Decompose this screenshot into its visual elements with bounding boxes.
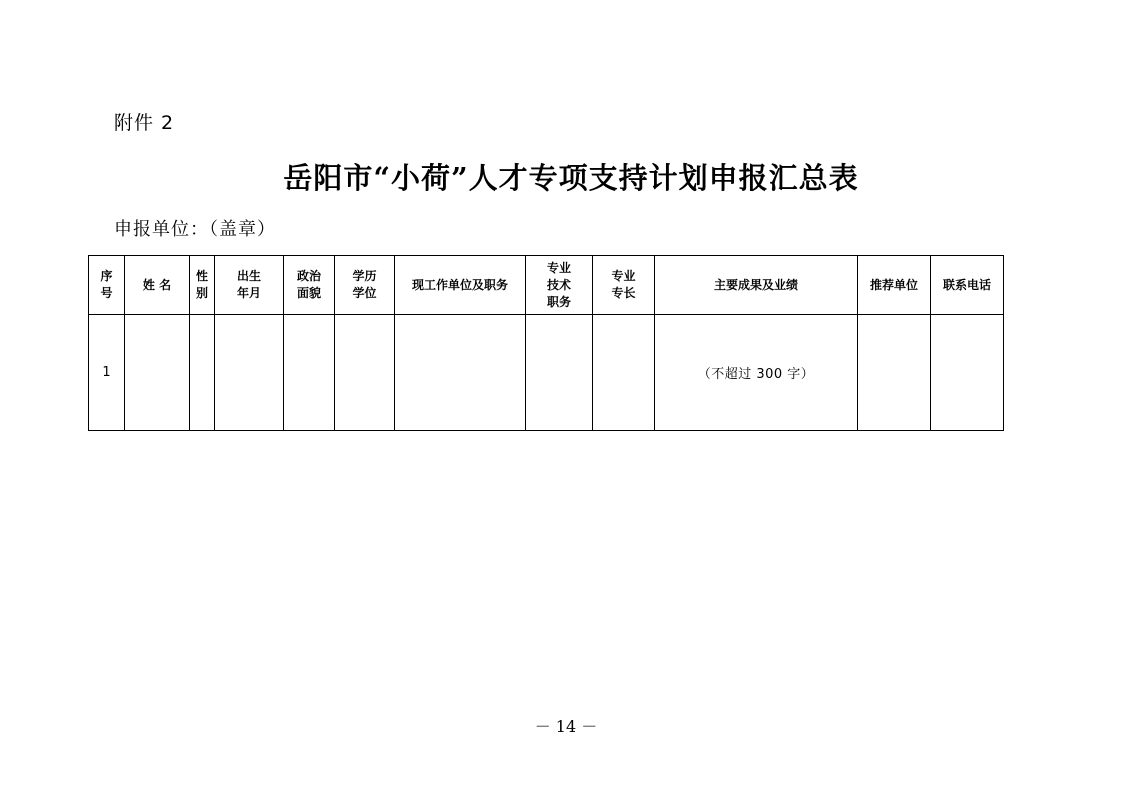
- header-workplace: 现工作单位及职务: [395, 256, 526, 315]
- header-professional-title: 专业 技术 职务: [526, 256, 593, 315]
- page-title: 岳阳市“小荷”人才专项支持计划申报汇总表: [283, 161, 859, 195]
- header-education: 学历 学位: [335, 256, 395, 315]
- cell-education[interactable]: [335, 315, 395, 431]
- header-birth: 出生 年月: [215, 256, 284, 315]
- header-political: 政治 面貌: [284, 256, 335, 315]
- header-gender: 性 别: [190, 256, 215, 315]
- header-phone: 联系电话: [931, 256, 1004, 315]
- header-index: 序 号: [89, 256, 125, 315]
- cell-recommender[interactable]: [858, 315, 931, 431]
- cell-index: 1: [89, 315, 125, 431]
- header-achievements: 主要成果及业绩: [655, 256, 858, 315]
- cell-workplace[interactable]: [395, 315, 526, 431]
- summary-table: [88, 255, 1004, 431]
- header-name: 姓 名: [125, 256, 190, 315]
- page-number: － 14 －: [534, 717, 598, 736]
- header-recommender: 推荐单位: [858, 256, 931, 315]
- cell-birth[interactable]: [215, 315, 284, 431]
- header-specialty: 专业 专长: [593, 256, 655, 315]
- table-row: [89, 315, 1004, 431]
- table-header-row: [89, 256, 1004, 315]
- cell-gender[interactable]: [190, 315, 215, 431]
- cell-political[interactable]: [284, 315, 335, 431]
- cell-specialty[interactable]: [593, 315, 655, 431]
- applicant-unit-label: 申报单位：（盖章）: [114, 219, 276, 240]
- cell-phone[interactable]: [931, 315, 1004, 431]
- cell-name[interactable]: [125, 315, 190, 431]
- attachment-label: 附件 2: [114, 112, 175, 134]
- cell-achievements[interactable]: （不超过 300 字）: [655, 315, 858, 431]
- cell-professional-title[interactable]: [526, 315, 593, 431]
